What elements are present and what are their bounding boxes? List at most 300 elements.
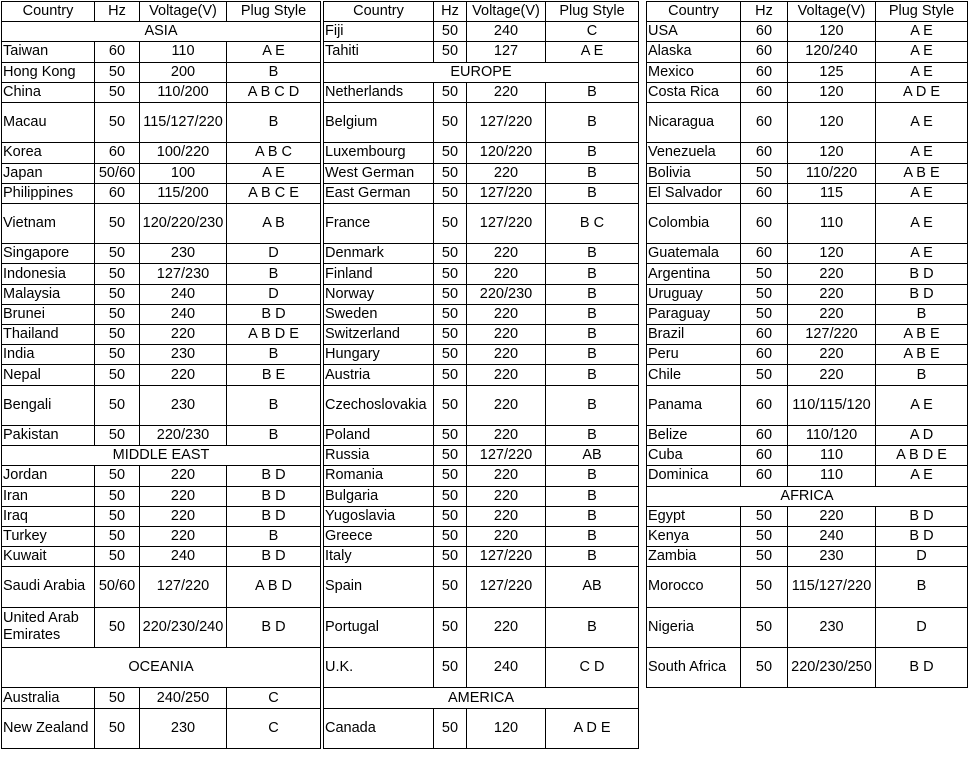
table-row	[324, 284, 639, 304]
table-row	[324, 547, 639, 567]
table-row	[647, 102, 968, 142]
hz-cell: 50	[434, 607, 467, 647]
table-row	[2, 385, 321, 425]
plug-style-cell: A B	[227, 203, 321, 243]
hz-cell: 60	[741, 42, 788, 62]
hz-cell: 50	[95, 203, 140, 243]
voltage-cell: 127/220	[467, 102, 546, 142]
header-row	[647, 2, 968, 22]
hz-cell: 50	[434, 163, 467, 183]
plug-style-cell: A E	[876, 22, 968, 42]
voltage-cell: 220	[140, 325, 227, 345]
plug-style-cell: B	[546, 264, 639, 284]
plug-style-cell: AB	[546, 567, 639, 607]
voltage-cell: 220	[140, 526, 227, 546]
region-header-row	[324, 688, 639, 708]
table-row	[324, 607, 639, 647]
voltage-cell: 220	[788, 506, 876, 526]
voltage-cell: 120	[788, 82, 876, 102]
country-cell: Jordan	[2, 466, 95, 486]
country-cell: Hungary	[324, 345, 434, 365]
table-row	[324, 526, 639, 546]
table-row	[324, 446, 639, 466]
table-row	[647, 526, 968, 546]
plug-style-cell: B	[546, 244, 639, 264]
country-cell: Switzerland	[324, 325, 434, 345]
table-row	[2, 365, 321, 385]
voltage-cell: 220	[140, 466, 227, 486]
voltage-cell: 220	[140, 365, 227, 385]
voltage-cell: 220	[788, 264, 876, 284]
plug-style-cell: B	[546, 365, 639, 385]
table-row	[2, 345, 321, 365]
country-cell: Belgium	[324, 102, 434, 142]
hz-cell: 50	[434, 547, 467, 567]
voltage-cell: 127/220	[467, 446, 546, 466]
plug-style-cell: B D	[227, 486, 321, 506]
country-cell: Greece	[324, 526, 434, 546]
plug-style-cell: A E	[876, 62, 968, 82]
hz-cell: 60	[741, 244, 788, 264]
hz-cell: 50	[434, 183, 467, 203]
voltage-cell: 220/230/240	[140, 607, 227, 647]
country-cell: Morocco	[647, 567, 741, 607]
country-cell: Netherlands	[324, 82, 434, 102]
voltage-cell: 240/250	[140, 688, 227, 708]
table-row	[647, 547, 968, 567]
table-row	[647, 466, 968, 486]
table-row	[647, 385, 968, 425]
plug-style-cell: B	[546, 506, 639, 526]
table-row	[2, 62, 321, 82]
plug-style-cell: B D	[876, 506, 968, 526]
hz-cell: 50	[741, 526, 788, 546]
header-country: Country	[324, 2, 434, 22]
country-cell: Nepal	[2, 365, 95, 385]
plug-style-cell: A E	[227, 42, 321, 62]
table-row	[324, 648, 639, 688]
hz-cell: 50	[434, 365, 467, 385]
voltage-cell: 127/230	[140, 264, 227, 284]
hz-cell: 50	[95, 425, 140, 445]
hz-cell: 60	[741, 102, 788, 142]
country-cell: Czechoslovakia	[324, 385, 434, 425]
plug-style-cell: A B E	[876, 325, 968, 345]
plug-style-cell: A E	[227, 163, 321, 183]
country-cell: Taiwan	[2, 42, 95, 62]
country-cell: Bolivia	[647, 163, 741, 183]
country-cell: Indonesia	[2, 264, 95, 284]
country-cell: Macau	[2, 102, 95, 142]
voltage-cell: 127/220	[467, 547, 546, 567]
voltage-cell: 230	[788, 607, 876, 647]
table-row	[324, 304, 639, 324]
table-row	[2, 203, 321, 243]
table-row	[324, 102, 639, 142]
region-header-row	[2, 446, 321, 466]
header-voltage: Voltage(V)	[788, 2, 876, 22]
hz-cell: 50	[95, 547, 140, 567]
hz-cell: 50	[741, 648, 788, 688]
plug-style-cell: A E	[876, 385, 968, 425]
table-row	[647, 648, 968, 688]
country-cell: Brunei	[2, 304, 95, 324]
voltage-cell: 220	[467, 365, 546, 385]
voltage-cell: 127/220	[467, 567, 546, 607]
plug-style-cell: A B E	[876, 345, 968, 365]
region-header-row	[2, 22, 321, 42]
table-row	[2, 42, 321, 62]
hz-cell: 50	[95, 62, 140, 82]
plug-style-cell: B	[546, 607, 639, 647]
country-cell: Romania	[324, 466, 434, 486]
hz-cell: 50	[434, 102, 467, 142]
country-cell: Argentina	[647, 264, 741, 284]
hz-cell: 50	[95, 526, 140, 546]
hz-cell: 50	[434, 264, 467, 284]
country-cell: Bengali	[2, 385, 95, 425]
country-cell: Venezuela	[647, 143, 741, 163]
voltage-cell: 120/220/230	[140, 203, 227, 243]
country-cell: Denmark	[324, 244, 434, 264]
country-cell: East German	[324, 183, 434, 203]
plug-style-cell: B	[546, 526, 639, 546]
voltage-table-middle	[323, 1, 639, 749]
plug-style-cell: B D	[876, 526, 968, 546]
country-cell: Russia	[324, 446, 434, 466]
voltage-cell: 115	[788, 183, 876, 203]
hz-cell: 60	[741, 62, 788, 82]
table-row	[324, 183, 639, 203]
voltage-cell: 240	[467, 22, 546, 42]
hz-cell: 50	[95, 284, 140, 304]
plug-style-cell: B	[546, 82, 639, 102]
hz-cell: 50	[434, 304, 467, 324]
table-row	[324, 365, 639, 385]
country-cell: Dominica	[647, 466, 741, 486]
table-row	[647, 345, 968, 365]
hz-cell: 50	[434, 425, 467, 445]
country-cell: Italy	[324, 547, 434, 567]
country-cell: Kuwait	[2, 547, 95, 567]
hz-cell: 50	[434, 203, 467, 243]
table-row	[647, 365, 968, 385]
header-hz: Hz	[434, 2, 467, 22]
table-row	[647, 163, 968, 183]
country-cell: USA	[647, 22, 741, 42]
voltage-cell: 220	[467, 244, 546, 264]
region-label: AFRICA	[647, 486, 968, 506]
voltage-cell: 230	[788, 547, 876, 567]
table-row	[647, 446, 968, 466]
plug-style-cell: B E	[227, 365, 321, 385]
country-cell: Alaska	[647, 42, 741, 62]
country-cell: South Africa	[647, 648, 741, 688]
header-voltage: Voltage(V)	[467, 2, 546, 22]
plug-style-cell: B	[546, 425, 639, 445]
header-plug-style: Plug Style	[227, 2, 321, 22]
country-cell: Bulgaria	[324, 486, 434, 506]
table-row	[2, 304, 321, 324]
plug-style-cell: A B C E	[227, 183, 321, 203]
country-cell: India	[2, 345, 95, 365]
country-cell: Panama	[647, 385, 741, 425]
plug-style-cell: B D	[227, 607, 321, 647]
country-cell: Egypt	[647, 506, 741, 526]
country-cell: Norway	[324, 284, 434, 304]
hz-cell: 50	[434, 567, 467, 607]
region-header-row	[2, 648, 321, 688]
voltage-cell: 115/200	[140, 183, 227, 203]
plug-style-cell: B	[227, 526, 321, 546]
voltage-cell: 100	[140, 163, 227, 183]
table-row	[324, 244, 639, 264]
hz-cell: 50	[434, 325, 467, 345]
voltage-cell: 220	[467, 506, 546, 526]
table-row	[324, 203, 639, 243]
country-cell: Kenya	[647, 526, 741, 546]
plug-style-cell: A D E	[546, 708, 639, 748]
hz-cell: 50	[95, 304, 140, 324]
table-row	[647, 62, 968, 82]
plug-style-cell: B	[227, 385, 321, 425]
country-cell: Iran	[2, 486, 95, 506]
country-cell: Australia	[2, 688, 95, 708]
hz-cell: 50	[434, 42, 467, 62]
hz-cell: 50	[95, 82, 140, 102]
hz-cell: 50	[95, 688, 140, 708]
region-label: AMERICA	[324, 688, 639, 708]
voltage-cell: 220	[467, 82, 546, 102]
hz-cell: 50	[95, 102, 140, 142]
table-row	[2, 264, 321, 284]
country-cell: Cuba	[647, 446, 741, 466]
table-row	[647, 284, 968, 304]
plug-style-cell: D	[876, 547, 968, 567]
voltage-cell: 220	[140, 506, 227, 526]
table-row	[647, 244, 968, 264]
country-cell: Tahiti	[324, 42, 434, 62]
table-row	[324, 567, 639, 607]
plug-style-cell: B	[546, 466, 639, 486]
voltage-cell: 240	[788, 526, 876, 546]
country-cell: China	[2, 82, 95, 102]
hz-cell: 50	[434, 708, 467, 748]
header-hz: Hz	[95, 2, 140, 22]
voltage-cell: 240	[140, 547, 227, 567]
hz-cell: 50	[741, 284, 788, 304]
table-row	[324, 143, 639, 163]
voltage-cell: 220	[788, 365, 876, 385]
hz-cell: 50	[95, 708, 140, 748]
voltage-cell: 220/230/250	[788, 648, 876, 688]
header-hz: Hz	[741, 2, 788, 22]
table-row	[2, 708, 321, 748]
header-row	[2, 2, 321, 22]
country-cell: Costa Rica	[647, 82, 741, 102]
voltage-cell: 120	[788, 244, 876, 264]
region-header-row	[324, 62, 639, 82]
plug-style-cell: A E	[876, 183, 968, 203]
table-row	[2, 607, 321, 647]
plug-style-cell: B	[546, 102, 639, 142]
hz-cell: 50/60	[95, 163, 140, 183]
region-label: MIDDLE EAST	[2, 446, 321, 466]
plug-style-cell: A E	[876, 203, 968, 243]
voltage-cell: 110/120	[788, 425, 876, 445]
plug-style-cell: A B C	[227, 143, 321, 163]
hz-cell: 60	[95, 183, 140, 203]
table-row	[647, 183, 968, 203]
plug-style-cell: B	[227, 425, 321, 445]
voltage-cell: 230	[140, 708, 227, 748]
country-cell: Yugoslavia	[324, 506, 434, 526]
country-cell: Spain	[324, 567, 434, 607]
plug-style-cell: B	[546, 304, 639, 324]
country-cell: U.K.	[324, 648, 434, 688]
hz-cell: 50	[95, 385, 140, 425]
hz-cell: 50/60	[95, 567, 140, 607]
hz-cell: 50	[741, 163, 788, 183]
table-row	[647, 325, 968, 345]
country-cell: Thailand	[2, 325, 95, 345]
voltage-cell: 220/230	[467, 284, 546, 304]
plug-style-cell: B	[546, 486, 639, 506]
country-cell: Canada	[324, 708, 434, 748]
country-cell: Nicaragua	[647, 102, 741, 142]
hz-cell: 60	[741, 22, 788, 42]
hz-cell: 60	[741, 385, 788, 425]
voltage-cell: 200	[140, 62, 227, 82]
plug-style-cell: A B C D	[227, 82, 321, 102]
plug-style-cell: B	[546, 385, 639, 425]
header-voltage: Voltage(V)	[140, 2, 227, 22]
hz-cell: 50	[434, 648, 467, 688]
country-cell: Sweden	[324, 304, 434, 324]
table-row	[324, 506, 639, 526]
table-row	[2, 244, 321, 264]
plug-style-cell: B D	[227, 547, 321, 567]
header-row	[324, 2, 639, 22]
voltage-cell: 240	[467, 648, 546, 688]
voltage-cell: 220	[467, 385, 546, 425]
table-row	[324, 264, 639, 284]
voltage-cell: 120	[467, 708, 546, 748]
country-cell: Philippines	[2, 183, 95, 203]
voltage-cell: 110/220	[788, 163, 876, 183]
voltage-cell: 220	[788, 345, 876, 365]
plug-style-cell: A D E	[876, 82, 968, 102]
voltage-table-left	[1, 1, 321, 749]
plug-style-cell: A E	[876, 143, 968, 163]
country-cell: Belize	[647, 425, 741, 445]
country-cell: Brazil	[647, 325, 741, 345]
voltage-cell: 120/220	[467, 143, 546, 163]
plug-style-cell: B	[876, 304, 968, 324]
table-row	[324, 345, 639, 365]
plug-style-cell: A B D E	[876, 446, 968, 466]
country-cell: Saudi Arabia	[2, 567, 95, 607]
voltage-cell: 115/127/220	[140, 102, 227, 142]
table-row	[2, 183, 321, 203]
plug-style-cell: B D	[876, 648, 968, 688]
voltage-cell: 110	[788, 466, 876, 486]
plug-style-cell: B D	[227, 466, 321, 486]
country-cell: West German	[324, 163, 434, 183]
country-cell: Fiji	[324, 22, 434, 42]
voltage-cell: 127/220	[788, 325, 876, 345]
table-row	[2, 547, 321, 567]
plug-style-cell: B D	[876, 264, 968, 284]
hz-cell: 50	[95, 325, 140, 345]
plug-style-cell: C	[227, 708, 321, 748]
country-cell: United Arab Emirates	[2, 607, 95, 647]
hz-cell: 50	[95, 506, 140, 526]
header-country: Country	[2, 2, 95, 22]
header-plug-style: Plug Style	[876, 2, 968, 22]
table-row	[2, 506, 321, 526]
country-cell: Japan	[2, 163, 95, 183]
table-row	[324, 325, 639, 345]
header-country: Country	[647, 2, 741, 22]
voltage-cell: 220	[788, 304, 876, 324]
hz-cell: 50	[434, 526, 467, 546]
plug-style-cell: B	[546, 183, 639, 203]
voltage-cell: 110	[788, 446, 876, 466]
country-cell: Finland	[324, 264, 434, 284]
voltage-cell: 220	[140, 486, 227, 506]
hz-cell: 50	[741, 547, 788, 567]
region-label: ASIA	[2, 22, 321, 42]
header-plug-style: Plug Style	[546, 2, 639, 22]
hz-cell: 50	[434, 345, 467, 365]
voltage-cell: 240	[140, 284, 227, 304]
hz-cell: 50	[95, 345, 140, 365]
table-row	[647, 203, 968, 243]
country-cell: Chile	[647, 365, 741, 385]
voltage-cell: 127	[467, 42, 546, 62]
voltage-cell: 220/230	[140, 425, 227, 445]
plug-style-cell: B	[227, 62, 321, 82]
plug-style-cell: B D	[876, 284, 968, 304]
plug-style-cell: B	[546, 345, 639, 365]
country-cell: Portugal	[324, 607, 434, 647]
hz-cell: 60	[741, 466, 788, 486]
plug-style-cell: D	[876, 607, 968, 647]
hz-cell: 60	[741, 203, 788, 243]
table-row	[324, 708, 639, 748]
voltage-cell: 120	[788, 22, 876, 42]
voltage-cell: 220	[467, 466, 546, 486]
voltage-cell: 220	[467, 163, 546, 183]
country-cell: Luxembourg	[324, 143, 434, 163]
plug-style-cell: C	[546, 22, 639, 42]
voltage-cell: 110/200	[140, 82, 227, 102]
voltage-cell: 100/220	[140, 143, 227, 163]
table-row	[2, 466, 321, 486]
country-cell: Korea	[2, 143, 95, 163]
table-row	[324, 486, 639, 506]
region-label: EUROPE	[324, 62, 639, 82]
country-cell: New Zealand	[2, 708, 95, 748]
plug-style-cell: A B D E	[227, 325, 321, 345]
plug-style-cell: B	[546, 325, 639, 345]
hz-cell: 50	[741, 506, 788, 526]
voltage-cell: 220	[467, 325, 546, 345]
country-cell: Vietnam	[2, 203, 95, 243]
plug-style-cell: B	[546, 163, 639, 183]
country-cell: Guatemala	[647, 244, 741, 264]
